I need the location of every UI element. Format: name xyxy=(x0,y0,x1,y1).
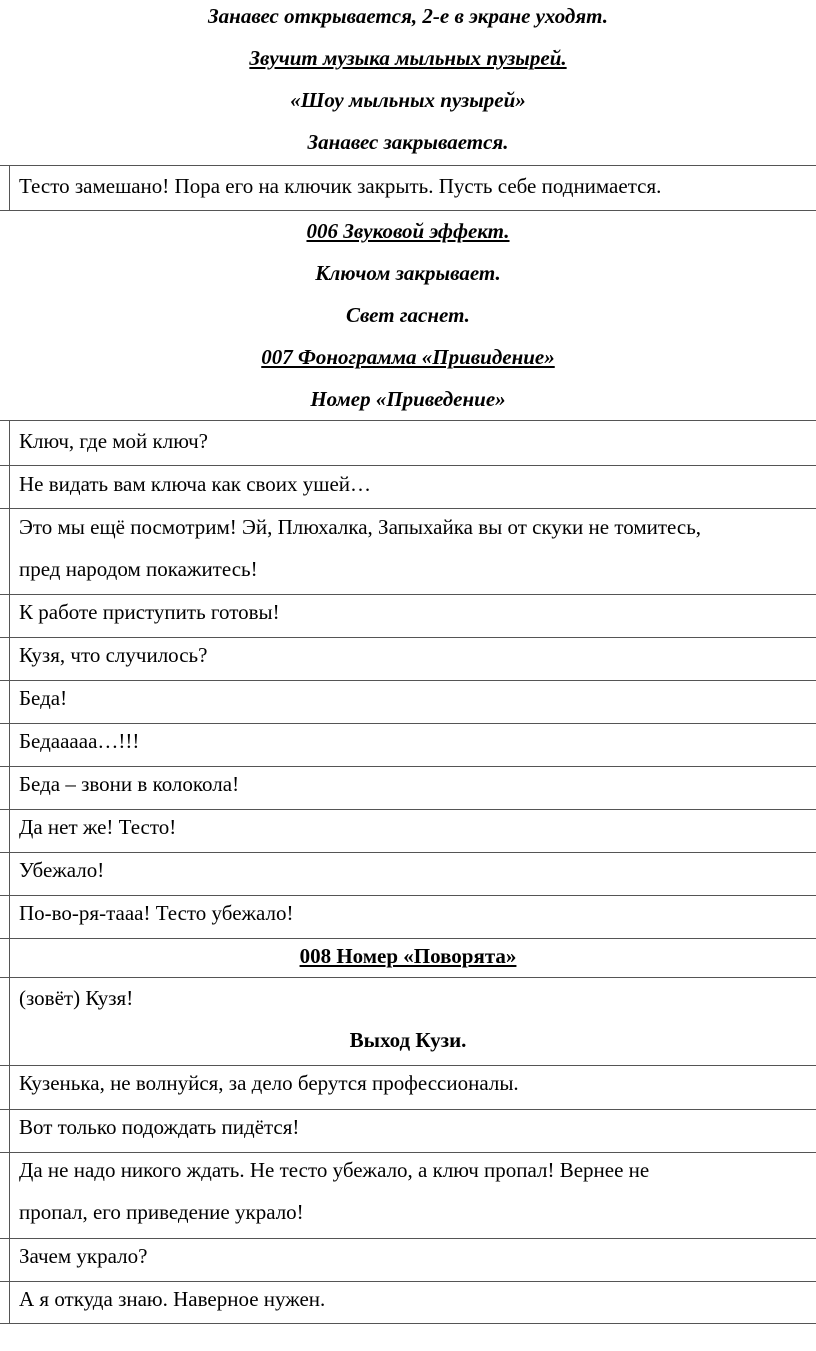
dialogue-row xyxy=(0,1238,816,1282)
row-border xyxy=(9,767,10,810)
dialogue-row xyxy=(0,508,816,595)
dialogue-row xyxy=(0,420,816,466)
dialogue-row xyxy=(0,723,816,767)
dialogue-row xyxy=(0,1281,816,1324)
dialogue-row xyxy=(0,1065,816,1110)
dialogue-text: Беда – звони в колокола! xyxy=(19,772,240,796)
row-border xyxy=(9,466,10,509)
stage-direction: Занавес открывается, 2-е в экране уходят. xyxy=(208,4,608,28)
dialogue-row xyxy=(0,766,816,810)
row-border xyxy=(9,166,10,211)
dialogue-text: Убежало! xyxy=(19,858,105,882)
stage-direction: Номер «Приведение» xyxy=(310,387,506,411)
dialogue-row xyxy=(0,895,816,939)
dialogue-row xyxy=(0,680,816,724)
stage-direction: Выход Кузи. xyxy=(349,1028,467,1052)
stage-direction: 007 Фонограмма «Привидение» xyxy=(261,345,555,369)
stage-direction: «Шоу мыльных пузырей» xyxy=(290,88,526,112)
row-border xyxy=(9,595,10,638)
dialogue-text: Кузя, что случилось? xyxy=(19,643,208,667)
row-border xyxy=(9,1282,10,1324)
row-border xyxy=(9,853,10,896)
stage-direction: Ключом закрывает. xyxy=(315,261,501,285)
dialogue-text: Это мы ещё посмотрим! Эй, Плюхалка, Запыхайка вы от скуки не томитесь, xyxy=(19,515,702,539)
dialogue-row xyxy=(0,165,816,211)
dialogue-text: Вот только подождать пидётся! xyxy=(19,1115,300,1139)
dialogue-row xyxy=(0,809,816,853)
dialogue-text: Ключ, где мой ключ? xyxy=(19,429,208,453)
row-border xyxy=(9,421,10,466)
dialogue-text: Тесто замешано! Пора его на ключик закрыть. Пусть себе поднимается. xyxy=(19,174,662,198)
stage-direction: Свет гаснет. xyxy=(346,303,470,327)
stage-direction: Занавес закрывается. xyxy=(307,130,509,154)
dialogue-text: Беда! xyxy=(19,686,68,710)
dialogue-text: Зачем украло? xyxy=(19,1244,148,1268)
dialogue-row xyxy=(0,1109,816,1153)
row-border xyxy=(9,1153,10,1239)
row-border xyxy=(9,1110,10,1153)
dialogue-row xyxy=(0,637,816,681)
dialogue-text: пред народом покажитесь! xyxy=(19,557,258,581)
number-heading-row xyxy=(0,938,816,978)
row-border xyxy=(9,1066,10,1110)
dialogue-text: А я откуда знаю. Наверное нужен. xyxy=(19,1287,326,1311)
dialogue-text: К работе приступить готовы! xyxy=(19,600,280,624)
row-border xyxy=(9,638,10,681)
stage-direction: 006 Звуковой эффект. xyxy=(306,219,510,243)
stage-directions-block xyxy=(0,0,816,165)
dialogue-row xyxy=(0,465,816,509)
dialogue-text: Да не надо никого ждать. Не тесто убежало, а ключ пропал! Вернее не xyxy=(19,1158,650,1182)
stage-directions-block xyxy=(0,210,816,421)
dialogue-row xyxy=(0,594,816,638)
table-bottom-border xyxy=(0,1323,816,1324)
dialogue-text: пропал, его приведение украло! xyxy=(19,1200,304,1224)
row-border xyxy=(9,896,10,939)
dialogue-text: По-во-ря-тааа! Тесто убежало! xyxy=(19,901,294,925)
row-border xyxy=(9,509,10,595)
number-heading: 008 Номер «Поворята» xyxy=(299,944,517,968)
dialogue-text: Бедааааа…!!! xyxy=(19,729,140,753)
dialogue-text: Да нет же! Тесто! xyxy=(19,815,177,839)
dialogue-text: Кузенька, не волнуйся, за дело берутся профессионалы. xyxy=(19,1071,519,1095)
dialogue-row xyxy=(0,977,816,1066)
dialogue-text: (зовёт) Кузя! xyxy=(19,986,134,1010)
row-border xyxy=(9,810,10,853)
row-border xyxy=(9,681,10,724)
row-border xyxy=(9,724,10,767)
dialogue-row xyxy=(0,852,816,896)
dialogue-text: Не видать вам ключа как своих ушей… xyxy=(19,472,372,496)
dialogue-row xyxy=(0,1152,816,1239)
row-border xyxy=(9,1239,10,1282)
stage-direction: Звучит музыка мыльных пузырей. xyxy=(249,46,567,70)
